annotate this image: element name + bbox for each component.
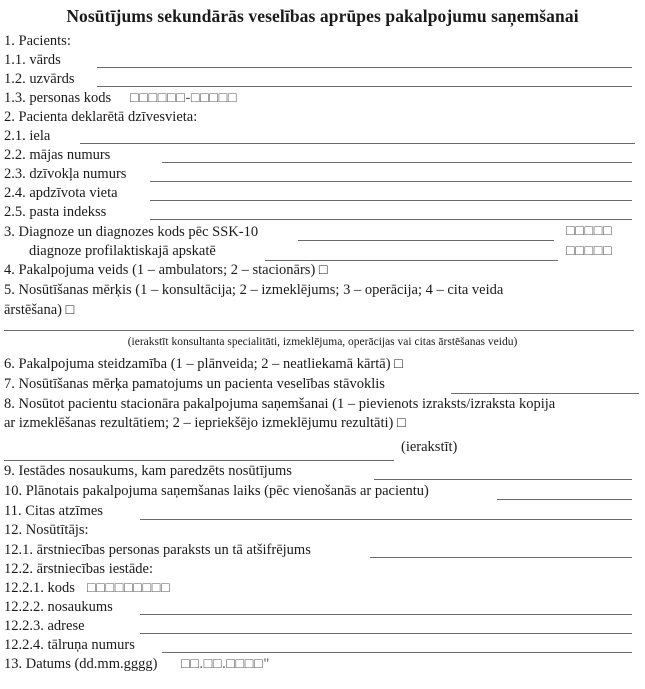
other-notes-field[interactable] — [140, 519, 632, 520]
institution-heading: 12.2. ārstniecības iestāde: — [4, 561, 153, 577]
institution-code-label: 12.2.1. kods — [4, 580, 75, 596]
institution-address-field[interactable] — [140, 633, 632, 634]
date-boxes[interactable]: □□.□□.□□□□" — [181, 656, 270, 672]
diagnosis-code-boxes[interactable]: □□□□□ — [566, 223, 613, 239]
urgency-label: 6. Pakalpojuma steidzamība (1 – plānveida; 2 – neatliekamā kārtā) □ — [4, 356, 403, 372]
surname-label: 1.2. uzvārds — [4, 71, 75, 87]
inpatient-hint: (ierakstīt) — [401, 439, 458, 455]
prophylactic-diagnosis-label: diagnoze profilaktiskajā apskatē — [29, 243, 216, 259]
signature-field[interactable] — [370, 557, 632, 558]
street-field[interactable] — [80, 143, 635, 144]
referral-purpose-line1: 5. Nosūtīšanas mērķis (1 – konsultācija; 2 – izmeklējums; 3 – operācija; 4 – cita veida — [4, 282, 504, 298]
institution-name-label: 9. Iestādes nosaukums, kam paredzēts nosūtījums — [4, 463, 292, 479]
flat-number-label: 2.3. dzīvokļa numurs — [4, 166, 127, 182]
patient-heading: 1. Pacients: — [4, 33, 71, 49]
personal-code-label: 1.3. personas kods — [4, 90, 112, 106]
postcode-label: 2.5. pasta indekss — [4, 204, 107, 220]
locality-label: 2.4. apdzīvota vieta — [4, 185, 118, 201]
referral-purpose-field[interactable] — [4, 330, 634, 331]
referrer-heading: 12. Nosūtītājs: — [4, 522, 89, 538]
personal-code-boxes[interactable]: □□□□□□-□□□□□ — [130, 90, 238, 106]
diagnosis-label: 3. Diagnoze un diagnozes kods pēc SSK-10 — [4, 224, 259, 240]
institution-phone-label: 12.2.4. tālruņa numurs — [4, 637, 135, 653]
institution-name2-label: 12.2.2. nosaukums — [4, 599, 113, 615]
locality-field[interactable] — [150, 200, 632, 201]
other-notes-label: 11. Citas atzīmes — [4, 503, 103, 519]
institution-code-boxes[interactable]: □□□□□□□□□ — [87, 580, 171, 596]
surname-field[interactable] — [97, 86, 632, 87]
referral-purpose-line2: ārstēšana) □ — [4, 302, 75, 318]
inpatient-line2: ar izmeklēšanas rezultātiem; 2 – iepriekšējo izmeklējumu rezultāti) □ — [4, 415, 406, 431]
justification-label: 7. Nosūtīšanas mērķa pamatojums un pacienta veselības stāvoklis — [4, 376, 385, 392]
address-heading: 2. Pacienta deklarētā dzīvesvieta: — [4, 109, 198, 125]
referral-purpose-hint: (ierakstīt konsultanta specialitāti, izmeklējuma, operācijas vai citas ārstēšanas veidu) — [127, 336, 518, 348]
first-name-label: 1.1. vārds — [4, 52, 61, 68]
institution-address-label: 12.2.3. adrese — [4, 618, 85, 634]
institution-phone-field[interactable] — [162, 652, 632, 653]
postcode-field[interactable] — [150, 219, 632, 220]
first-name-field[interactable] — [97, 67, 632, 68]
signature-label: 12.1. ārstniecības personas paraksts un tā atšifrējums — [4, 542, 311, 558]
street-label: 2.1. iela — [4, 128, 51, 144]
institution-name-field[interactable] — [374, 479, 632, 480]
institution-name2-field[interactable] — [140, 614, 632, 615]
inpatient-field[interactable] — [4, 460, 394, 461]
inpatient-line1: 8. Nosūtot pacientu stacionāra pakalpojuma saņemšanai (1 – pievienots izraksts/izraksta kopija — [4, 396, 556, 412]
prophylactic-code-boxes[interactable]: □□□□□ — [566, 243, 613, 259]
form-title: Nosūtījums sekundārās veselības aprūpes pakalpojumu saņemšanai — [66, 6, 579, 26]
diagnosis-field[interactable] — [298, 240, 554, 241]
planned-time-field[interactable] — [497, 499, 632, 500]
house-number-field[interactable] — [162, 162, 632, 163]
flat-number-field[interactable] — [150, 181, 632, 182]
house-number-label: 2.2. mājas numurs — [4, 147, 111, 163]
date-label: 13. Datums (dd.mm.gggg) — [4, 656, 158, 672]
planned-time-label: 10. Plānotais pakalpojuma saņemšanas laiks (pēc vienošanās ar pacientu) — [4, 483, 429, 499]
service-type-label: 4. Pakalpojuma veids (1 – ambulators; 2 – stacionārs) □ — [4, 262, 328, 278]
justification-field[interactable] — [451, 393, 639, 394]
